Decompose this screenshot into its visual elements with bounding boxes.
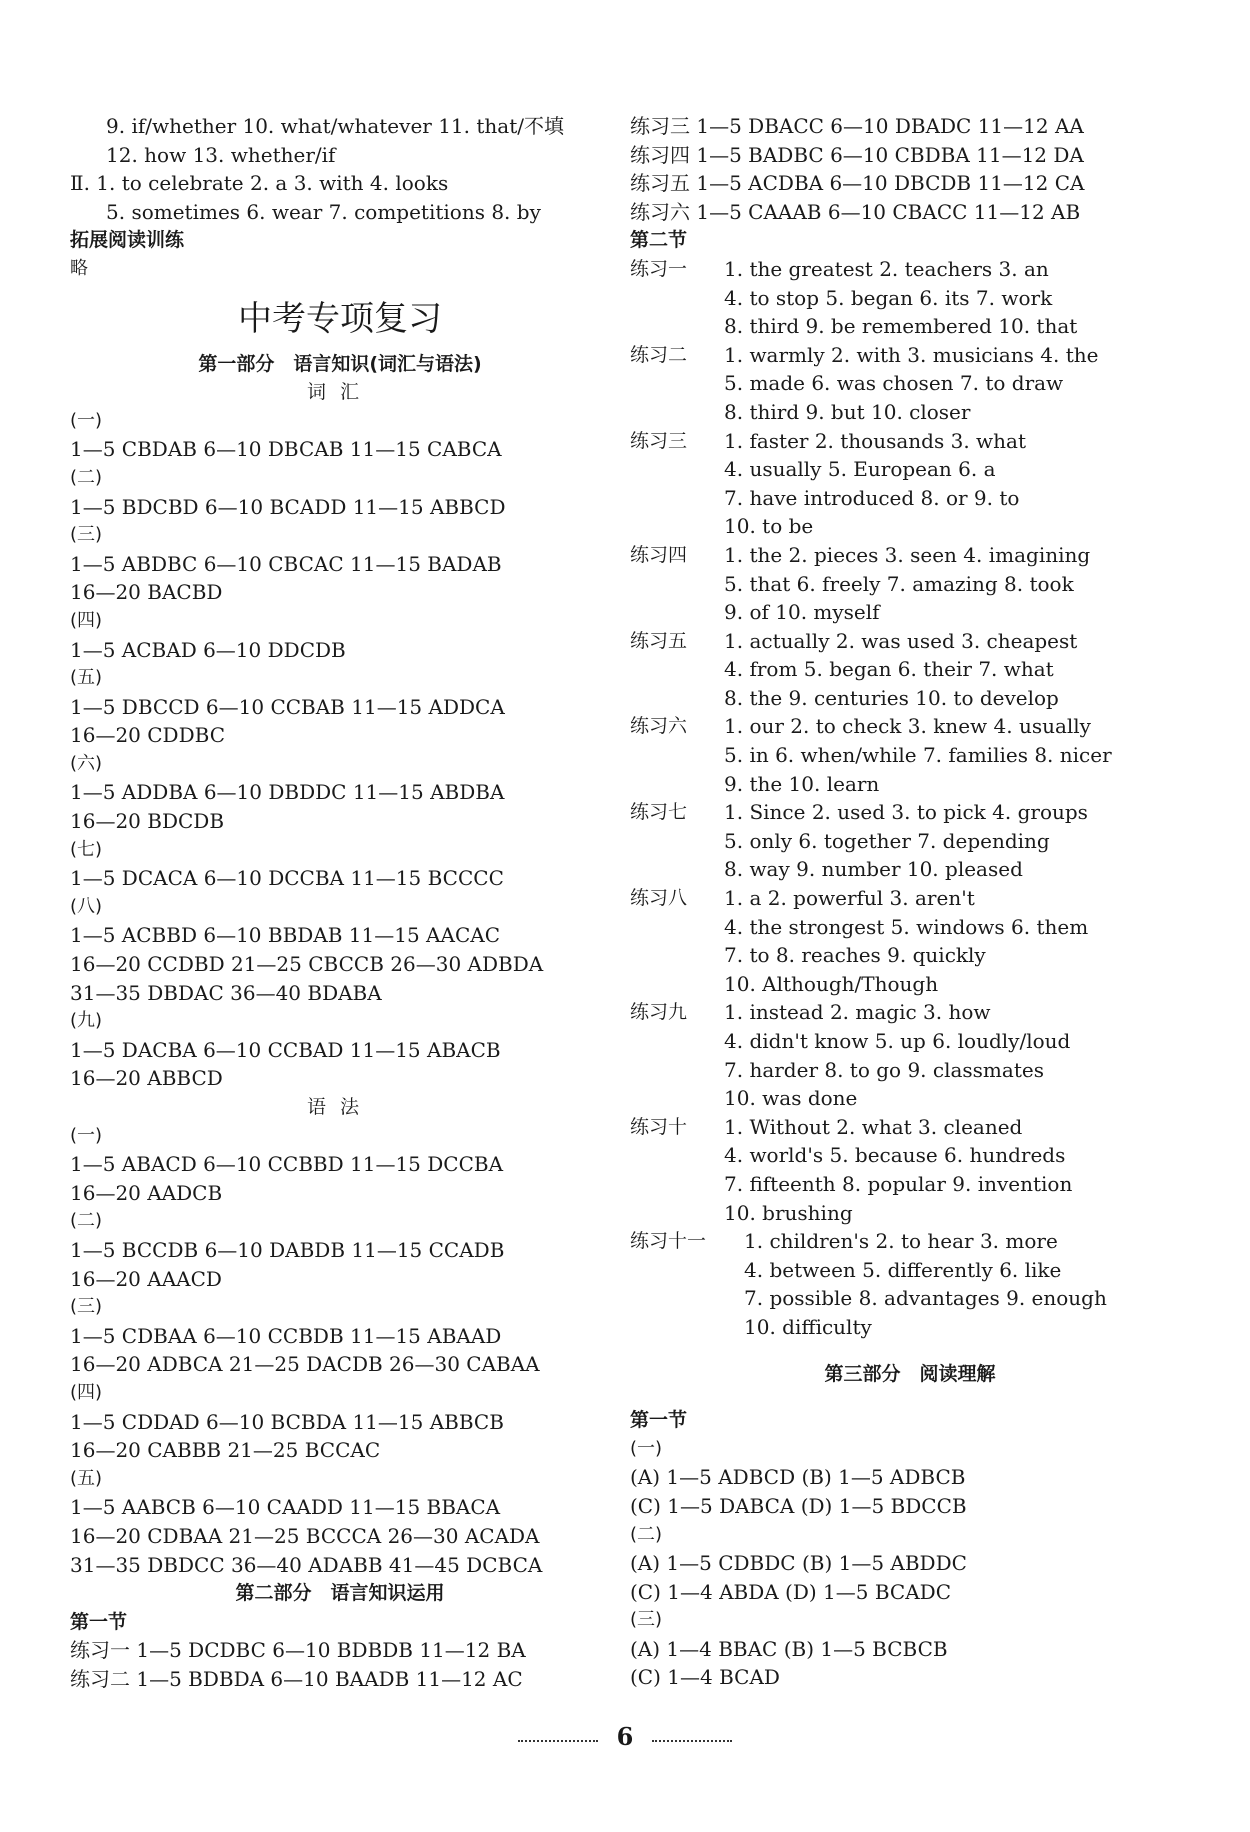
- answer-line: 1—5 ADDBA 6—10 DBDDC 11—15 ABDBA: [70, 780, 505, 805]
- subsection-label: 第一节: [70, 1610, 128, 1633]
- answer-line: 1—5 CDBAA 6—10 CCBDB 11—15 ABAAD: [70, 1323, 502, 1348]
- exercise-block: [630, 627, 1190, 713]
- answer-line: 7. possible 8. advantages 9. enough: [744, 1286, 1107, 1311]
- answer-line: 16—20 BACBD: [70, 580, 223, 605]
- answer-line: 8. the 9. centuries 10. to develop: [724, 685, 1059, 710]
- subsection-label: (九): [70, 1010, 103, 1032]
- answer-line: 8. third 9. be remembered 10. that: [724, 314, 1078, 339]
- subsection-label: 略: [70, 257, 88, 279]
- section-heading: 第二节: [630, 229, 688, 252]
- exercise-label: 练习七: [630, 801, 688, 824]
- answer-line: 1. actually 2. was used 3. cheapest: [724, 628, 1078, 653]
- exercise-block: [630, 541, 1190, 627]
- answer-line: 16—20 AAACD: [70, 1266, 222, 1291]
- subsection-label: (二): [70, 1210, 103, 1232]
- exercise-label: 练习十: [630, 1115, 688, 1138]
- exercise-label: 练习一: [630, 257, 688, 280]
- exercise-answers: [724, 541, 1090, 627]
- exercise-answers: [724, 712, 1112, 798]
- subsection-label: 拓展阅读训练: [70, 229, 185, 252]
- answer-line: 10. Although/Though: [724, 971, 939, 996]
- answer-line: 16—20 CCDBD 21—25 CBCCB 26—30 ADBDA: [70, 952, 544, 977]
- answer-line: 1—5 AABCB 6—10 CAADD 11—15 BBACA: [70, 1495, 501, 1520]
- answer-line: 16—20 ABBCD: [70, 1066, 223, 1091]
- answer-line: 16—20 ADBCA 21—25 DACDB 26—30 CABAA: [70, 1352, 540, 1377]
- exercise-block: [630, 427, 1190, 541]
- answer-line: 7. fifteenth 8. popular 9. invention: [724, 1171, 1073, 1196]
- answer-line: 练习五 1—5 ACDBA 6—10 DBCDB 11—12 CA: [630, 171, 1085, 196]
- right-column: [630, 112, 1190, 1692]
- answer-line: (C) 1—4 ABDA (D) 1—5 BCADC: [630, 1579, 952, 1604]
- exercise-label: 练习六: [630, 715, 688, 738]
- exercise-label: 练习十一: [630, 1230, 707, 1253]
- exercise-block: [630, 798, 1190, 884]
- answer-line: 1—5 DBCCD 6—10 CCBAB 11—15 ADDCA: [70, 694, 505, 719]
- answer-line: 31—35 DBDAC 36—40 BDABA: [70, 980, 382, 1005]
- answer-line: 9. if/whether 10. what/whatever 11. that/不填: [106, 114, 564, 138]
- exercise-block: [630, 998, 1190, 1112]
- answer-line: 9. the 10. learn: [724, 771, 880, 796]
- answer-line: 4. the strongest 5. windows 6. them: [724, 914, 1089, 939]
- answer-line: 1—5 ACBBD 6—10 BBDAB 11—15 AACAC: [70, 923, 500, 948]
- answer-line: 10. difficulty: [744, 1314, 872, 1339]
- answer-line: 8. third 9. but 10. closer: [724, 399, 971, 424]
- answer-line: 1—5 ABACD 6—10 CCBBD 11—15 DCCBA: [70, 1152, 504, 1177]
- subsection-label: (二): [630, 1523, 663, 1545]
- answer-line: 10. was done: [724, 1086, 858, 1111]
- answer-line: 1. warmly 2. with 3. musicians 4. the: [724, 342, 1099, 367]
- answer-line: (A) 1—5 ADBCD (B) 1—5 ADBCB: [630, 1465, 966, 1490]
- answer-line: 16—20 BDCDB: [70, 809, 225, 834]
- answer-line: 1. Without 2. what 3. cleaned: [724, 1114, 1023, 1139]
- answer-line: 4. world's 5. because 6. hundreds: [724, 1143, 1066, 1168]
- answer-line: 9. of 10. myself: [724, 600, 880, 625]
- exercise-answers: [724, 1113, 1072, 1227]
- exercise-answers: [724, 341, 1098, 427]
- answer-line: 16—20 CDDBC: [70, 723, 225, 748]
- section-title: 词汇: [306, 381, 373, 404]
- answer-line: 5. made 6. was chosen 7. to draw: [724, 371, 1064, 396]
- answer-line: Ⅱ. 1. to celebrate 2. a 3. with 4. looks: [70, 171, 449, 196]
- subsection-label: (一): [630, 1437, 663, 1459]
- answer-line: 1—5 CBDAB 6—10 DBCAB 11—15 CABCA: [70, 437, 502, 462]
- exercise-answers: [724, 884, 1088, 998]
- subsection-label: (六): [70, 752, 103, 774]
- answer-line: 5. only 6. together 7. depending: [724, 828, 1050, 853]
- answer-line: 4. usually 5. European 6. a: [724, 457, 996, 482]
- answer-line: 4. from 5. began 6. their 7. what: [724, 657, 1054, 682]
- part3-title: 第三部分 阅读理解: [824, 1362, 996, 1385]
- answer-line: (A) 1—5 CDBDC (B) 1—5 ABDDC: [630, 1551, 967, 1576]
- subsection-label: (四): [70, 1381, 103, 1403]
- answer-line: 1. our 2. to check 3. knew 4. usually: [724, 714, 1091, 739]
- answer-line: 练习二 1—5 BDBDA 6—10 BAADB 11—12 AC: [70, 1666, 523, 1691]
- answer-line: 4. to stop 5. began 6. its 7. work: [724, 285, 1053, 310]
- right-top-block: [630, 112, 1190, 226]
- answer-line: 5. sometimes 6. wear 7. competitions 8. by: [106, 199, 541, 224]
- section-title: 语法: [306, 1096, 373, 1118]
- answer-line: 16—20 CABBB 21—25 BCCAC: [70, 1438, 381, 1463]
- exercise-block: [630, 884, 1190, 998]
- exercise-answers: [744, 1227, 1107, 1341]
- answer-line: 1. instead 2. magic 3. how: [724, 1000, 991, 1025]
- subsection-label: (五): [70, 1467, 103, 1489]
- part3-block: [630, 1406, 1190, 1692]
- answer-line: 1—5 DACBA 6—10 CCBAD 11—15 ABACB: [70, 1037, 501, 1062]
- answer-line: 1. faster 2. thousands 3. what: [724, 428, 1026, 453]
- answer-line: 1. the 2. pieces 3. seen 4. imagining: [724, 542, 1091, 567]
- section-title: 第二部分 语言知识运用: [235, 1582, 445, 1605]
- answer-line: 5. in 6. when/while 7. families 8. nicer: [724, 743, 1112, 768]
- answer-line: 10. to be: [724, 514, 814, 539]
- exercise-answers: [724, 998, 1070, 1112]
- answer-line: 12. how 13. whether/if: [106, 142, 336, 167]
- exercise-label: 练习三: [630, 429, 688, 452]
- exercise-block: [630, 1113, 1190, 1227]
- answer-line: 16—20 AADCB: [70, 1180, 223, 1205]
- answer-line: (C) 1—4 BCAD: [630, 1665, 780, 1690]
- subsection-label: (三): [630, 1609, 663, 1631]
- answer-line: 1. Since 2. used 3. to pick 4. groups: [724, 800, 1088, 825]
- subsection-label: (五): [70, 667, 103, 689]
- answer-line: 1. the greatest 2. teachers 3. an: [724, 256, 1049, 281]
- answer-line: 7. harder 8. to go 9. classmates: [724, 1057, 1044, 1082]
- answer-line: 10. brushing: [724, 1200, 853, 1225]
- exercise-answers: [724, 255, 1077, 341]
- answer-line: 1—5 ABDBC 6—10 CBCAC 11—15 BADAB: [70, 551, 502, 576]
- answer-line: 1—5 CDDAD 6—10 BCBDA 11—15 ABBCB: [70, 1409, 504, 1434]
- answer-line: 7. to 8. reaches 9. quickly: [724, 943, 986, 968]
- exercise-label: 练习四: [630, 543, 688, 566]
- answer-line: 1—5 ACBAD 6—10 DDCDB: [70, 637, 346, 662]
- answer-line: 31—35 DBDCC 36—40 ADABB 41—45 DCBCA: [70, 1552, 543, 1577]
- section-title: 第一部分 语言知识(词汇与语法): [198, 352, 482, 375]
- exercise-label: 练习五: [630, 629, 688, 652]
- answer-line: 1—5 BDCBD 6—10 BCADD 11—15 ABBCD: [70, 494, 506, 519]
- footer-ornament-left: [518, 1740, 598, 1742]
- subsection-label: (四): [70, 609, 103, 631]
- answer-line: 8. way 9. number 10. pleased: [724, 857, 1023, 882]
- answer-line: (A) 1—4 BBAC (B) 1—5 BCBCB: [630, 1636, 948, 1661]
- exercise-list: [630, 255, 1190, 1342]
- answer-line: 16—20 CDBAA 21—25 BCCCA 26—30 ACADA: [70, 1523, 540, 1548]
- exercise-block: [630, 255, 1190, 341]
- answer-line: 5. that 6. freely 7. amazing 8. took: [724, 571, 1074, 596]
- exercise-block: [630, 1227, 1190, 1341]
- answer-line: 7. have introduced 8. or 9. to: [724, 485, 1020, 510]
- answer-line: 1—5 DCACA 6—10 DCCBA 11—15 BCCCC: [70, 866, 504, 891]
- subsection-label: (八): [70, 895, 103, 917]
- page-number: 6: [616, 1722, 634, 1751]
- answer-line: 1. children's 2. to hear 3. more: [744, 1229, 1058, 1254]
- subsection-label: (七): [70, 838, 103, 860]
- subsection-label: 第一节: [630, 1409, 688, 1432]
- answer-line: 4. between 5. differently 6. like: [744, 1257, 1062, 1282]
- answer-line: 4. didn't know 5. up 6. loudly/loud: [724, 1029, 1071, 1053]
- exercise-label: 练习八: [630, 887, 688, 910]
- subsection-label: (二): [70, 466, 103, 488]
- page-footer: [0, 1722, 1250, 1751]
- exercise-answers: [724, 427, 1026, 541]
- exercise-answers: [724, 627, 1077, 713]
- left-column: [70, 112, 610, 1693]
- answer-line: 练习三 1—5 DBACC 6—10 DBADC 11—12 AA: [630, 114, 1084, 138]
- subsection-label: (三): [70, 1296, 103, 1318]
- answer-line: 练习六 1—5 CAAAB 6—10 CBACC 11—12 AB: [630, 199, 1081, 224]
- answer-line: 1. a 2. powerful 3. aren't: [724, 886, 975, 911]
- exercise-label: 练习二: [630, 343, 688, 366]
- exercise-label: 练习九: [630, 1001, 688, 1024]
- answer-line: 练习一 1—5 DCDBC 6—10 BDBDB 11—12 BA: [70, 1638, 526, 1663]
- exercise-block: [630, 712, 1190, 798]
- answer-line: (C) 1—5 DABCA (D) 1—5 BDCCB: [630, 1493, 967, 1518]
- exercise-block: [630, 341, 1190, 427]
- answer-line: 练习四 1—5 BADBC 6—10 CBDBA 11—12 DA: [630, 142, 1084, 167]
- exercise-answers: [724, 798, 1088, 884]
- answer-line: 1—5 BCCDB 6—10 DABDB 11—15 CCADB: [70, 1237, 505, 1262]
- subsection-label: (一): [70, 409, 103, 431]
- subsection-label: (一): [70, 1124, 103, 1146]
- footer-ornament-right: [652, 1740, 732, 1742]
- subsection-label: (三): [70, 524, 103, 546]
- page-title: 中考专项复习: [238, 298, 442, 339]
